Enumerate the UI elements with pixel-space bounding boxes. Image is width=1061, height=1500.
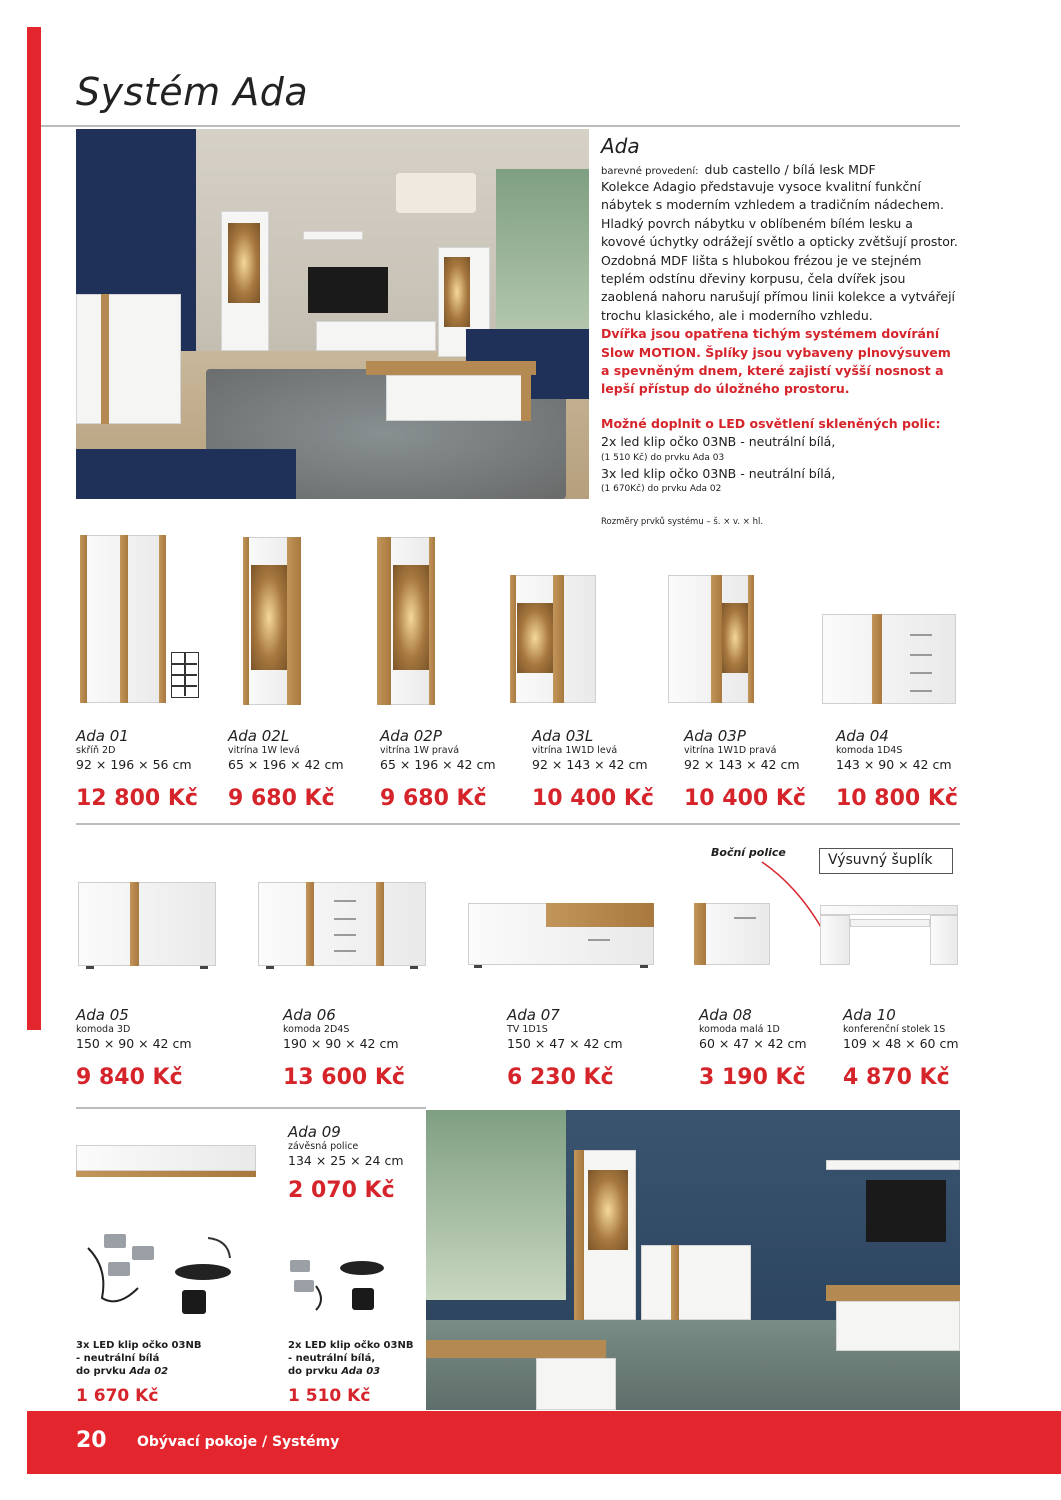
kit-line-3: do prvku Ada 02 bbox=[76, 1366, 169, 1377]
product-price: 13 600 Kč bbox=[283, 1065, 405, 1090]
product-name: Ada 07 bbox=[507, 1006, 560, 1024]
ada-03p-image bbox=[668, 575, 754, 705]
ada-07-image bbox=[468, 903, 654, 969]
kit-line-1: 2x LED klip očko 03NB bbox=[288, 1340, 414, 1351]
callout-side-shelf: Boční police bbox=[711, 846, 786, 859]
color-label: barevné provedení: bbox=[601, 166, 699, 177]
product-price: 12 800 Kč bbox=[76, 786, 198, 811]
intro-text: Kolekce Adagio představuje vysoce kvalitní funkční nábytek s moderním vzhledem a tradičním nádechem. Hladký povrch nábytku v oblíbeném bílém lesku a kovové úchytky odrážejí světlo a opticky zvětšují prostor. Ozdobná MDF lišta s hlubokou frézou je ve stejném teplém odstínu dřeviny korpusu, čela dvířek jsou zaoblená nahoru narušují přímou linii kolekce a vytvářejí trochu klasického, ale i moderního vzhledu. bbox=[601, 179, 958, 323]
product-type: TV 1D1S bbox=[507, 1024, 548, 1035]
product-type: skříň 2D bbox=[76, 745, 116, 756]
product-size: 60 × 47 × 42 cm bbox=[699, 1036, 807, 1051]
product-size: 92 × 143 × 42 cm bbox=[684, 757, 800, 772]
kit-line-2: - neutrální bílá bbox=[76, 1353, 160, 1364]
product-name: Ada 03L bbox=[532, 727, 594, 745]
led-title: Možné doplnit o LED osvětlení skleněných polic: bbox=[601, 415, 941, 431]
product-size: 109 × 48 × 60 cm bbox=[843, 1036, 959, 1051]
product-ada-03p bbox=[684, 727, 806, 811]
product-price: 2 070 Kč bbox=[288, 1178, 395, 1203]
led-kit-3x bbox=[76, 1339, 201, 1406]
product-price: 9 680 Kč bbox=[228, 786, 335, 811]
product-name: Ada 10 bbox=[843, 1006, 896, 1024]
kit-line-2: - neutrální bílá, bbox=[288, 1353, 376, 1364]
product-name: Ada 05 bbox=[76, 1006, 129, 1024]
left-accent-bar bbox=[27, 27, 41, 1030]
bottom-divider bbox=[76, 1107, 426, 1109]
product-type: závěsná police bbox=[288, 1141, 359, 1152]
product-type: komoda malá 1D bbox=[699, 1024, 780, 1035]
product-size: 150 × 47 × 42 cm bbox=[507, 1036, 623, 1051]
kit-price: 1 510 Kč bbox=[288, 1386, 371, 1406]
product-ada-07 bbox=[507, 1006, 623, 1090]
product-price: 9 680 Kč bbox=[380, 786, 487, 811]
product-ada-01 bbox=[76, 727, 198, 811]
led-kit-2x bbox=[288, 1339, 413, 1406]
product-ada-10 bbox=[843, 1006, 959, 1090]
intro-red-text: Dvířka jsou opatřena tichým systémem dovírání Slow MOTION. Šplíky jsou vybaveny plnovýsuvem a spevněným dnem, které zajistí vyšší nosnost a lepší přístup do úložného prostoru. bbox=[601, 326, 951, 397]
ada-02l-image bbox=[243, 537, 301, 707]
row-divider bbox=[76, 823, 960, 825]
product-price: 6 230 Kč bbox=[507, 1065, 614, 1090]
kit-line-3: do prvku Ada 03 bbox=[288, 1366, 381, 1377]
product-price: 10 400 Kč bbox=[684, 786, 806, 811]
product-type: vitrína 1W1D pravá bbox=[684, 745, 777, 756]
intro-description bbox=[601, 134, 961, 496]
kit-price: 1 670 Kč bbox=[76, 1386, 159, 1406]
product-type: vitrína 1W levá bbox=[228, 745, 300, 756]
product-ada-02p bbox=[380, 727, 496, 811]
product-ada-06 bbox=[283, 1006, 405, 1090]
led-option-2-note: (1 670Kč) do prvku Ada 02 bbox=[601, 484, 722, 495]
product-name: Ada 02P bbox=[380, 727, 442, 745]
product-name: Ada 04 bbox=[836, 727, 889, 745]
product-ada-04 bbox=[836, 727, 958, 811]
product-ada-08 bbox=[699, 1006, 807, 1090]
product-size: 65 × 196 × 42 cm bbox=[380, 757, 496, 772]
ada-02p-image bbox=[377, 537, 435, 707]
section-title: Obývací pokoje / Systémy bbox=[137, 1434, 340, 1450]
product-name: Ada 01 bbox=[76, 727, 129, 745]
kit-ref: Ada 02 bbox=[129, 1366, 169, 1377]
product-ada-03l bbox=[532, 727, 654, 811]
product-name: Ada 03P bbox=[684, 727, 746, 745]
kit-line-1: 3x LED klip očko 03NB bbox=[76, 1340, 202, 1351]
product-name: Ada 02L bbox=[228, 727, 290, 745]
product-type: komoda 1D4S bbox=[836, 745, 903, 756]
callout-drawer: Výsuvný šuplík bbox=[819, 848, 953, 874]
kit-ref: Ada 03 bbox=[341, 1366, 381, 1377]
title-divider bbox=[41, 125, 960, 127]
product-type: vitrína 1W1D levá bbox=[532, 745, 618, 756]
product-type: vitrína 1W pravá bbox=[380, 745, 460, 756]
ada-01-shelf-diagram bbox=[171, 652, 199, 698]
ada-06-image bbox=[258, 882, 426, 972]
led-kit-2x-image bbox=[286, 1250, 406, 1320]
product-name: Ada 08 bbox=[699, 1006, 752, 1024]
product-ada-05 bbox=[76, 1006, 192, 1090]
product-type: konferenční stolek 1S bbox=[843, 1024, 946, 1035]
product-name: Ada 09 bbox=[288, 1123, 341, 1141]
color-line bbox=[601, 162, 961, 177]
product-ada-02l bbox=[228, 727, 344, 811]
product-size: 150 × 90 × 42 cm bbox=[76, 1036, 192, 1051]
system-name: Ada bbox=[601, 134, 640, 158]
product-size: 190 × 90 × 42 cm bbox=[283, 1036, 399, 1051]
product-ada-09 bbox=[288, 1123, 404, 1203]
product-price: 4 870 Kč bbox=[843, 1065, 950, 1090]
product-price: 9 840 Kč bbox=[76, 1065, 183, 1090]
led-option-2: 3x led klip očko 03NB - neutrální bílá, bbox=[601, 465, 836, 481]
product-type: komoda 2D4S bbox=[283, 1024, 350, 1035]
product-size: 92 × 196 × 56 cm bbox=[76, 757, 192, 772]
led-kit-3x-image bbox=[78, 1228, 258, 1318]
ada-09-image bbox=[76, 1145, 256, 1181]
product-size: 65 × 196 × 42 cm bbox=[228, 757, 344, 772]
color-value: dub castello / bílá lesk MDF bbox=[704, 162, 876, 177]
ada-05-image bbox=[78, 882, 216, 972]
product-price: 3 190 Kč bbox=[699, 1065, 806, 1090]
page-title: Systém Ada bbox=[76, 70, 309, 114]
ada-04-image bbox=[822, 614, 956, 706]
ada-01-image bbox=[80, 535, 166, 705]
led-option-1: 2x led klip očko 03NB - neutrální bílá, bbox=[601, 434, 836, 450]
ada-08-image bbox=[694, 903, 770, 969]
product-price: 10 800 Kč bbox=[836, 786, 958, 811]
product-type: komoda 3D bbox=[76, 1024, 131, 1035]
ada-03l-image bbox=[510, 575, 596, 705]
product-price: 10 400 Kč bbox=[532, 786, 654, 811]
hero-room-photo bbox=[76, 129, 589, 499]
dimensions-note: Rozměry prvků systému – š. × v. × hl. bbox=[601, 517, 764, 527]
product-size: 92 × 143 × 42 cm bbox=[532, 757, 648, 772]
bottom-room-photo bbox=[426, 1110, 960, 1410]
ada-10-image bbox=[820, 905, 958, 967]
product-size: 134 × 25 × 24 cm bbox=[288, 1153, 404, 1168]
product-size: 143 × 90 × 42 cm bbox=[836, 757, 952, 772]
led-option-1-note: (1 510 Kč) do prvku Ada 03 bbox=[601, 452, 725, 463]
page-number: 20 bbox=[76, 1428, 107, 1453]
product-name: Ada 06 bbox=[283, 1006, 336, 1024]
